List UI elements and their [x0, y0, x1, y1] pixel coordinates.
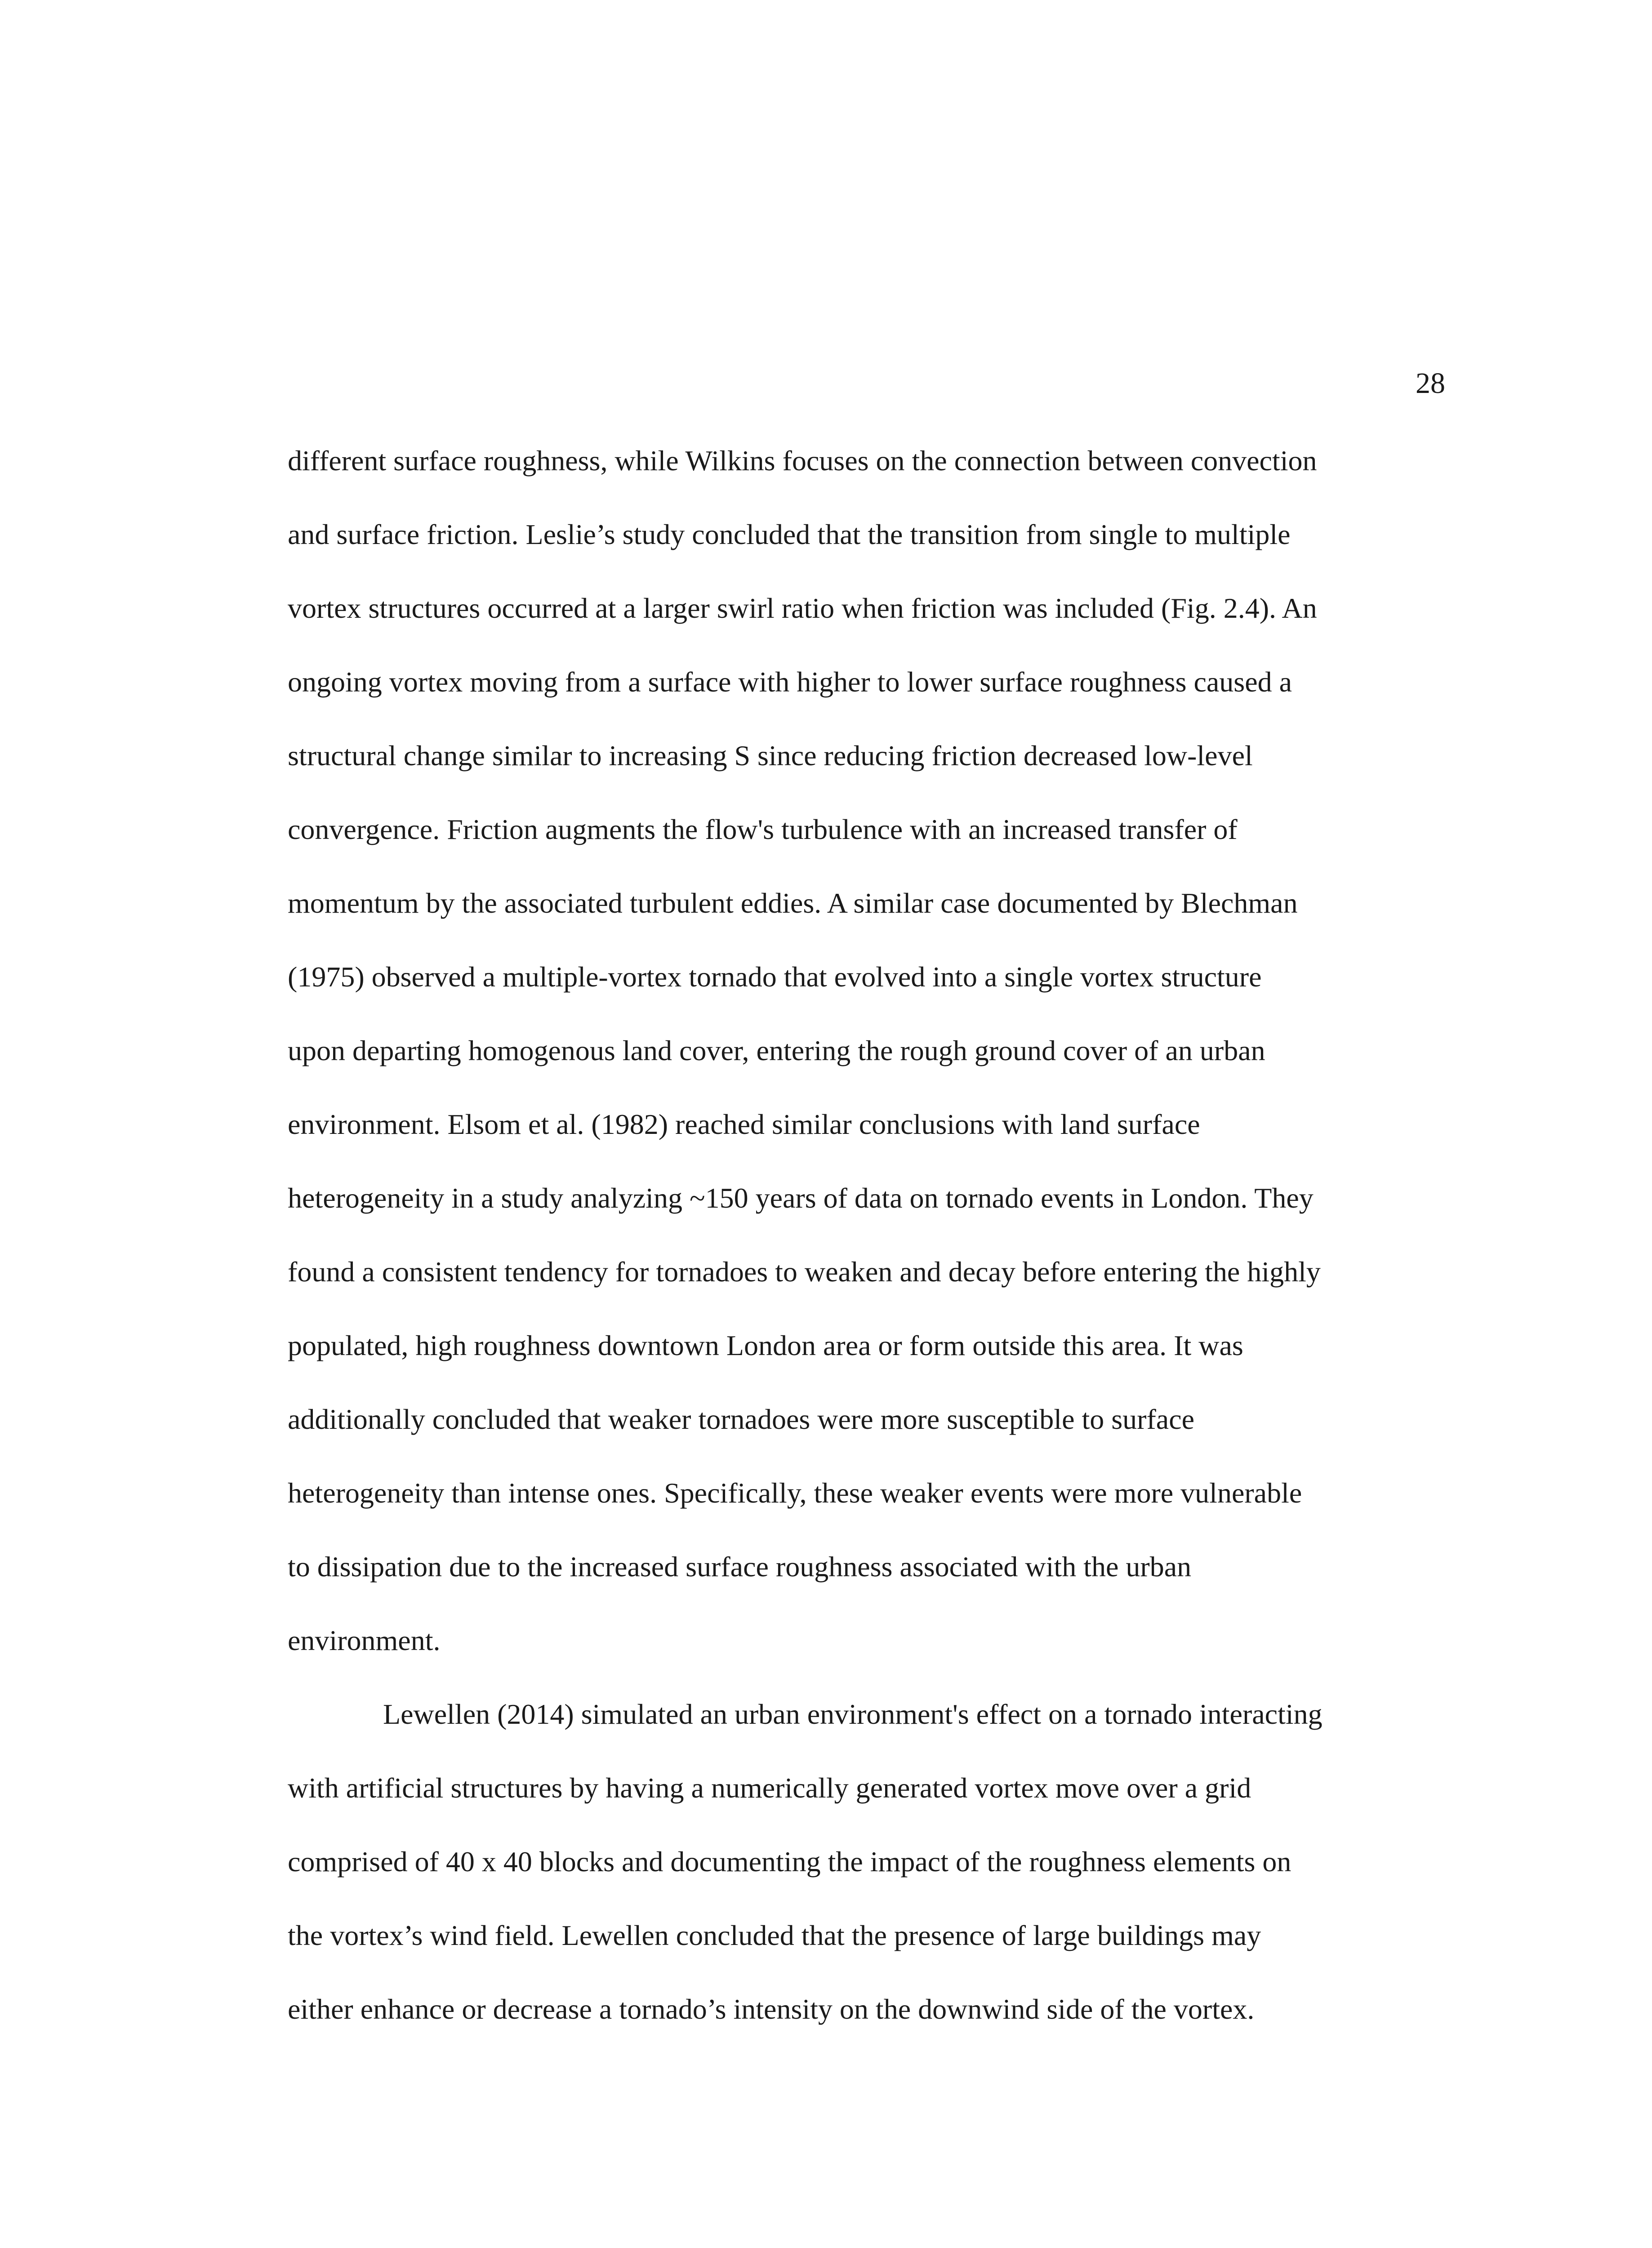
page-number: 28 [1416, 367, 1445, 400]
text-line: populated, high roughness downtown London area or form outside this area. It was [288, 1329, 1243, 1361]
text-line: additionally concluded that weaker tornadoes were more susceptible to surface [288, 1403, 1194, 1435]
text-line: found a consistent tendency for tornadoes to weaken and decay before entering the highly [288, 1256, 1321, 1288]
paragraph-2 [288, 1692, 1438, 2061]
text-line: (1975) observed a multiple-vortex tornado that evolved into a single vortex structure [288, 961, 1262, 993]
text-line: heterogeneity than intense ones. Specifically, these weaker events were more vulnerable [288, 1477, 1302, 1509]
text-line: upon departing homogenous land cover, entering the rough ground cover of an urban [288, 1035, 1265, 1066]
text-line: either enhance or decrease a tornado’s intensity on the downwind side of the vortex. [288, 1993, 1255, 2025]
text-line: comprised of 40 x 40 blocks and documenting the impact of the roughness elements on [288, 1846, 1291, 1878]
text-line: different surface roughness, while Wilkins focuses on the connection between convection [288, 445, 1317, 477]
text-line: and surface friction. Leslie’s study concluded that the transition from single to multiple [288, 518, 1291, 550]
body-text [288, 438, 1438, 2061]
text-line: convergence. Friction augments the flow's turbulence with an increased transfer of [288, 813, 1238, 845]
text-line: the vortex’s wind field. Lewellen concluded that the presence of large buildings may [288, 1919, 1261, 1951]
text-line: heterogeneity in a study analyzing ~150 years of data on tornado events in London. They [288, 1182, 1314, 1214]
text-line: vortex structures occurred at a larger swirl ratio when friction was included (Fig. 2.4). An [288, 592, 1317, 624]
paragraph-1 [288, 438, 1438, 1692]
text-line: to dissipation due to the increased surface roughness associated with the urban [288, 1551, 1192, 1583]
text-line: ongoing vortex moving from a surface with higher to lower surface roughness caused a [288, 666, 1292, 698]
text-line: with artificial structures by having a numerically generated vortex move over a grid [288, 1772, 1251, 1804]
text-line: environment. [288, 1624, 441, 1656]
text-line: environment. Elsom et al. (1982) reached similar conclusions with land surface [288, 1108, 1200, 1140]
text-line: structural change similar to increasing S since reducing friction decreased low-level [288, 740, 1253, 772]
text-line: Lewellen (2014) simulated an urban environment's effect on a tornado interacting [383, 1698, 1322, 1730]
text-line: momentum by the associated turbulent eddies. A similar case documented by Blechman [288, 887, 1298, 919]
